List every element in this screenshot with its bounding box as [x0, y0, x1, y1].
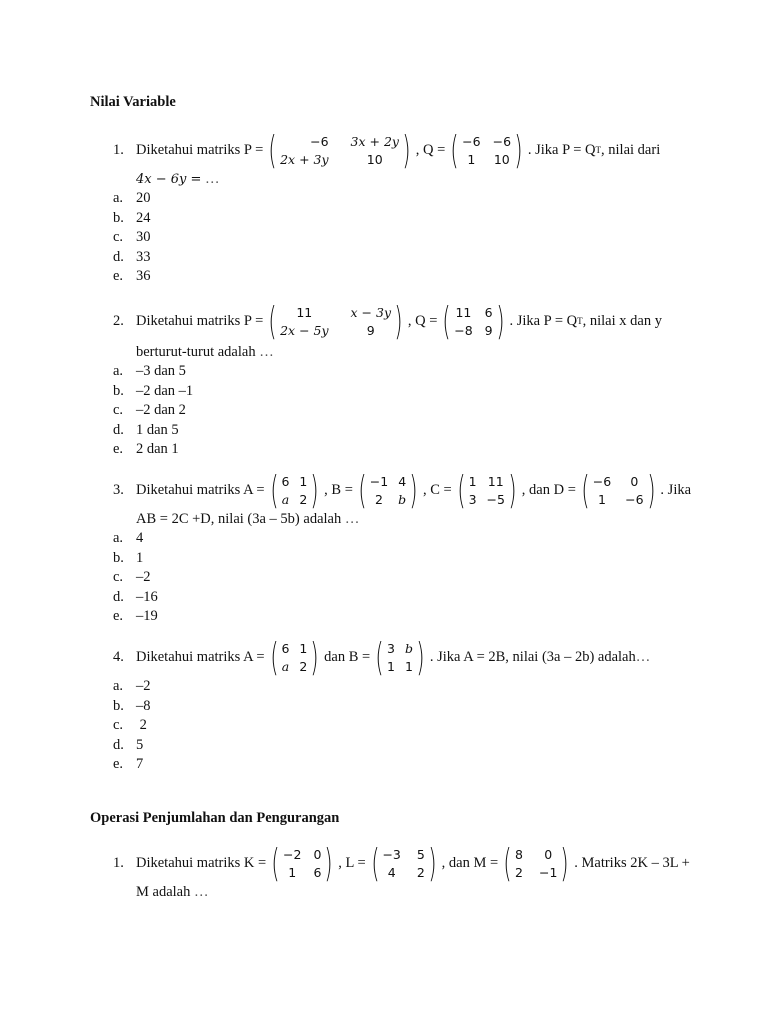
question-text: Diketahui matriks A =: [136, 648, 265, 665]
matrix-cell: 1: [597, 491, 606, 507]
ellipsis: …: [201, 171, 220, 187]
matrix-m: ( 8 0 2 −1 ): [503, 841, 569, 885]
question-text: , C =: [423, 481, 452, 498]
matrix-a: ( 6 1 a 2 ): [269, 468, 319, 512]
matrix-cell: 11: [455, 304, 472, 320]
matrix-cell: 1: [468, 473, 477, 489]
question-text: Diketahui matriks A =: [136, 481, 265, 498]
question-text: , dan M =: [441, 854, 499, 871]
option-text: 20: [136, 190, 151, 207]
option-a[interactable]: [113, 189, 683, 209]
matrix-cell: 9: [484, 322, 493, 338]
matrix-cell: −6: [592, 473, 612, 489]
option-d[interactable]: [113, 248, 683, 268]
question-4: [113, 637, 683, 775]
matrix-b: ( 3 b 1 1 ): [375, 635, 425, 679]
matrix-cell: 2: [299, 658, 308, 674]
question-text: . Jika: [660, 481, 692, 498]
matrix-cell: 5: [416, 846, 425, 862]
question-text: . Matriks 2K – 3L +: [574, 854, 690, 871]
option-letter: a.: [113, 190, 124, 207]
option-e[interactable]: [113, 607, 713, 627]
matrix-k: ( −2 0 1 6 ): [271, 841, 333, 885]
matrix-cell: 3: [468, 491, 477, 507]
option-letter: e.: [113, 756, 124, 773]
question-text: AB = 2C +D, nilai (3a – 5b) adalah: [136, 511, 342, 527]
question-text: , Q =: [415, 141, 446, 158]
matrix-cell: 3: [387, 640, 395, 656]
option-text: 4: [136, 530, 144, 547]
matrix-cell: −5: [486, 491, 505, 507]
question-text: Diketahui matriks P =: [136, 141, 264, 158]
ellipsis: …: [341, 511, 360, 527]
option-letter: e.: [113, 608, 124, 625]
answer-options: [113, 362, 683, 460]
option-letter: d.: [113, 736, 124, 753]
option-letter: c.: [113, 229, 124, 246]
matrix-q: ( 11 6 −8 9 ): [442, 299, 505, 343]
question-text: , dan D =: [521, 481, 576, 498]
matrix-cell: 0: [630, 473, 639, 489]
matrix-a: ( 6 1 a 2 ): [269, 635, 319, 679]
option-c[interactable]: [113, 228, 683, 248]
matrix-cell: 4: [398, 473, 407, 489]
matrix-cell: 1: [299, 640, 308, 656]
option-text: 2 dan 1: [136, 441, 179, 458]
question-text: berturut-turut adalah: [136, 344, 256, 360]
section-title-operasi: Operasi Penjumlahan dan Pengurangan: [90, 810, 340, 826]
matrix-cell: 3x + 2y: [350, 133, 399, 149]
matrix-cell: −2: [283, 846, 302, 862]
option-text: –2 dan –1: [136, 382, 194, 399]
ellipsis: …: [190, 884, 209, 900]
question-number: 3.: [113, 481, 124, 498]
matrix-cell: 0: [313, 846, 322, 862]
option-d[interactable]: [113, 736, 683, 756]
matrix-cell: 10: [366, 151, 383, 167]
option-a[interactable]: [113, 362, 683, 382]
matrix-cell: 10: [493, 151, 510, 167]
option-letter: b.: [113, 382, 124, 399]
question-text: , L =: [338, 854, 366, 871]
question-text: , B =: [324, 481, 353, 498]
matrix-q: ( −6 −6 1 10 ): [450, 128, 523, 172]
option-b[interactable]: [113, 382, 683, 402]
matrix-cell: 9: [366, 322, 375, 338]
option-d[interactable]: [113, 421, 683, 441]
matrix-c: ( 1 11 3 −5 ): [457, 468, 517, 512]
option-text: 33: [136, 248, 151, 265]
matrix-cell: −1: [369, 473, 389, 489]
option-b[interactable]: [113, 549, 713, 569]
option-letter: b.: [113, 209, 124, 226]
matrix-cell: 1: [467, 151, 476, 167]
matrix-cell: 2: [416, 864, 425, 880]
matrix-cell: 11: [296, 304, 313, 320]
option-e[interactable]: [113, 267, 683, 287]
matrix-cell: 6: [281, 473, 290, 489]
option-letter: c.: [113, 717, 124, 734]
matrix-cell: 1: [405, 658, 413, 674]
option-text: 1: [136, 549, 144, 566]
question-text: . Jika A = 2B, nilai (3a – 2b) adalah: [429, 648, 636, 665]
matrix-cell: 1: [387, 658, 395, 674]
matrix-cell: 4: [387, 864, 396, 880]
option-letter: a.: [113, 530, 124, 547]
question-text: , Q =: [407, 312, 438, 329]
option-text: 1 dan 5: [136, 421, 179, 438]
option-a[interactable]: [113, 677, 683, 697]
matrix-cell: 2: [374, 491, 383, 507]
question-text: . Jika P = Q: [527, 141, 596, 158]
option-c[interactable]: [113, 716, 683, 736]
option-letter: b.: [113, 697, 124, 714]
question-3: [113, 470, 713, 627]
question-number: 2.: [113, 312, 124, 329]
question-number: 1.: [113, 854, 124, 871]
option-letter: a.: [113, 678, 124, 695]
matrix-cell: b: [405, 640, 414, 656]
matrix-cell: −8: [454, 322, 473, 338]
section-title-nilai-variable: Nilai Variable: [90, 94, 176, 110]
option-c[interactable]: [113, 401, 683, 421]
matrix-l: ( −3 5 4 2 ): [370, 841, 437, 885]
option-text: –16: [136, 588, 158, 605]
option-text: –3 dan 5: [136, 363, 186, 380]
question-text: dan B =: [324, 648, 371, 665]
option-letter: d.: [113, 248, 124, 265]
option-letter: b.: [113, 549, 124, 566]
option-text: 2: [136, 717, 147, 734]
matrix-cell: −6: [492, 133, 512, 149]
option-letter: e.: [113, 268, 124, 285]
matrix-cell: 11: [487, 473, 504, 489]
question-number: 4.: [113, 648, 124, 665]
option-letter: c.: [113, 569, 124, 586]
matrix-cell: −6: [462, 133, 481, 149]
option-letter: a.: [113, 363, 124, 380]
matrix-cell: b: [398, 491, 407, 507]
option-text: –2: [136, 569, 151, 586]
matrix-cell: 6: [281, 640, 290, 656]
question-1: 1. Diketahui matriks P = ( −6 3x + 2y 2x + 3y 10 ) , Q = ( −6 −6 1 10 ) . Jika P = Q T , nilai dari 4x − 6y = … a. 20 b. 24 c. 30 d. 33 e. 36: [113, 130, 683, 287]
option-text: –8: [136, 697, 151, 714]
option-text: 36: [136, 268, 151, 285]
option-b[interactable]: [113, 697, 683, 717]
question-text: Diketahui matriks K =: [136, 854, 267, 871]
matrix-cell: −1: [538, 864, 558, 880]
option-text: –2: [136, 678, 151, 695]
math-expression: 4x − 6y =: [136, 172, 202, 187]
matrix-cell: a: [281, 491, 290, 507]
option-letter: d.: [113, 588, 124, 605]
answer-options: [113, 677, 683, 775]
answer-options: [113, 529, 713, 627]
matrix-b: ( −1 4 2 b ): [358, 468, 418, 512]
option-c[interactable]: [113, 568, 713, 588]
question-2: 2. Diketahui matriks P = ( 11 x − 3y 2x − 5y 9 ) , Q = ( 11 6 −8 9 ) . Jika P = Q T , nilai x dan y berturut-turut adalah … a. –3 dan 5 b. –2 dan –1 c. –2 dan 2 d. 1 dan 5 e. 2 dan 1: [113, 301, 683, 460]
ellipsis: …: [255, 344, 274, 360]
option-text: –19: [136, 608, 158, 625]
matrix-cell: 2: [299, 491, 308, 507]
matrix-cell: a: [281, 658, 290, 674]
answer-options: [113, 189, 683, 287]
matrix-cell: 6: [313, 864, 322, 880]
matrix-cell: 1: [288, 864, 297, 880]
matrix-cell: 6: [484, 304, 493, 320]
option-letter: e.: [113, 441, 124, 458]
matrix-cell: 2x − 5y: [280, 322, 329, 338]
question-text: , nilai x dan y: [582, 312, 662, 329]
matrix-cell: −6: [310, 133, 329, 149]
matrix-cell: −3: [382, 846, 401, 862]
option-d[interactable]: [113, 588, 713, 608]
question-number: 1.: [113, 141, 124, 158]
matrix-cell: 2: [515, 864, 523, 880]
question-text: , nilai dari: [601, 141, 661, 158]
option-letter: c.: [113, 402, 124, 419]
question-text: M adalah: [136, 884, 191, 900]
option-text: 24: [136, 209, 151, 226]
ellipsis: …: [635, 648, 651, 665]
question-text: . Jika P = Q: [509, 312, 578, 329]
option-letter: d.: [113, 421, 124, 438]
option-e[interactable]: [113, 440, 683, 460]
option-e[interactable]: [113, 755, 683, 775]
matrix-p: ( −6 3x + 2y 2x + 3y 10 ): [268, 128, 411, 172]
option-text: 7: [136, 756, 144, 773]
option-text: –2 dan 2: [136, 402, 186, 419]
matrix-cell: 1: [299, 473, 308, 489]
matrix-cell: −6: [625, 491, 644, 507]
option-text: 30: [136, 229, 151, 246]
matrix-cell: x − 3y: [350, 304, 392, 320]
matrix-cell: 0: [544, 846, 553, 862]
matrix-cell: 8: [515, 846, 523, 862]
matrix-d: ( −6 0 1 −6 ): [581, 468, 656, 512]
matrix-cell: 2x + 3y: [280, 151, 329, 167]
option-text: 5: [136, 736, 144, 753]
question-text: Diketahui matriks P =: [136, 312, 264, 329]
option-a[interactable]: [113, 529, 713, 549]
question-operasi-1: [113, 841, 690, 902]
option-b[interactable]: [113, 209, 683, 229]
matrix-p: ( 11 x − 3y 2x − 5y 9 ): [268, 299, 403, 343]
